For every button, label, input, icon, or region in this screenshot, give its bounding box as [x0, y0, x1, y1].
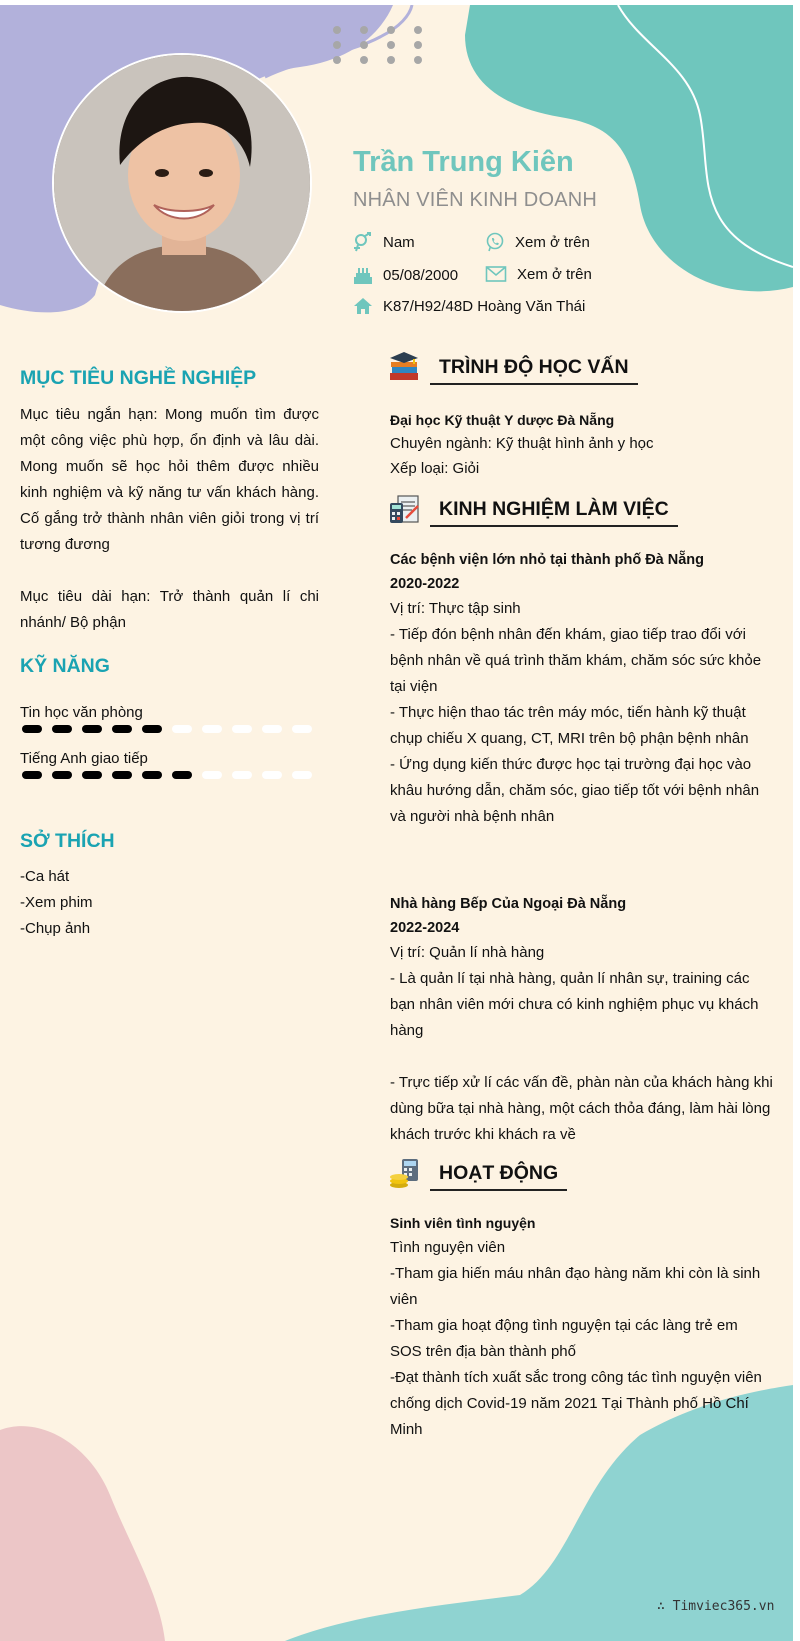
activity-line: Minh — [390, 1421, 423, 1438]
watermark: ∴ Timviec365.vn — [657, 1599, 775, 1614]
skills-title: KỸ NĂNG — [20, 655, 110, 677]
education-grade: Xếp loại: Giỏi — [390, 460, 480, 477]
person-photo-icon — [54, 55, 312, 313]
objective-title: MỤC TIÊU NGHỀ NGHIỆP — [20, 367, 257, 389]
job-line: - Thực hiện thao tác trên máy móc, tiến hành kỹ thuật — [390, 704, 746, 721]
hobby-item: -Ca hát — [20, 868, 70, 885]
skill-level-bar — [20, 770, 320, 780]
skill-level-bar — [20, 724, 320, 734]
hobbies-title: SỞ THÍCH — [20, 830, 115, 852]
activity-line: -Đạt thành tích xuất sắc trong công tác tình nguyện viên — [390, 1369, 762, 1386]
skill-dash-empty — [202, 771, 222, 779]
job-line: - Là quản lí tại nhà hàng, quản lí nhân sự, training các — [390, 970, 750, 987]
skill-dash-filled — [112, 725, 132, 733]
skill-dash-empty — [232, 725, 252, 733]
job-position: Vị trí: Thực tập sinh — [390, 600, 521, 617]
skill-dash-filled — [22, 725, 42, 733]
skill-dash-filled — [82, 771, 102, 779]
home-icon — [353, 297, 373, 315]
coins-calculator-icon — [388, 1157, 420, 1189]
candidate-name: Trần Trung Kiên — [353, 146, 574, 178]
gender-icon — [353, 232, 373, 252]
job-line: chụp chiếu X quang, CT, MRI trên bộ phận bệnh nhân — [390, 730, 749, 747]
skill-dash-filled — [142, 725, 162, 733]
job-line: - Trực tiếp xử lí các vấn đề, phàn nàn của khách hàng khi — [390, 1074, 773, 1091]
skill-dash-filled — [22, 771, 42, 779]
education-major: Chuyên ngành: Kỹ thuật hình ảnh y học — [390, 435, 654, 452]
contact-phone-value: Xem ở trên — [515, 233, 590, 251]
skill-dash-empty — [202, 725, 222, 733]
calculator-document-icon — [388, 493, 420, 525]
job-company: Các bệnh viện lớn nhỏ tại thành phố Đà Nẵng — [390, 552, 705, 568]
skill-dash-empty — [172, 725, 192, 733]
phone-icon — [485, 232, 505, 252]
job-line: hàng — [390, 1022, 424, 1039]
job-period: 2022-2024 — [390, 920, 460, 936]
activity-org: Sinh viên tình nguyện — [390, 1215, 536, 1231]
email-icon — [485, 265, 507, 283]
activity-line: viên — [390, 1291, 418, 1308]
job-line: bạn nhân viên mới chưa có kinh nghiệm phục vụ khách — [390, 996, 759, 1013]
activity-line: -Tham gia hoạt động tình nguyện tại các làng trẻ em — [390, 1317, 738, 1334]
education-school: Đại học Kỹ thuật Y dược Đà Nẵng — [390, 412, 615, 428]
job-period: 2020-2022 — [390, 576, 460, 592]
activity-line: chống dịch Covid-19 năm 2021 Tại Thành phố Hồ Chí — [390, 1395, 749, 1412]
avatar — [52, 53, 312, 313]
objective-short-term: Mục tiêu ngắn hạn: Mong muốn tìm được một công việc phù hợp, ổn định và lâu dài. Mong muốn sẽ học hỏi thêm được nhiều kinh nghiệm và kỹ năng tư vấn khách hàng. Cố gắng trở thành nhân viên giỏi trong vị trí tương đương — [20, 406, 319, 553]
candidate-role: NHÂN VIÊN KINH DOANH — [353, 189, 598, 211]
skill-name: Tiếng Anh giao tiếp — [20, 750, 148, 767]
activity-line: SOS trên địa bàn thành phố — [390, 1343, 576, 1360]
skill-dash-empty — [262, 771, 282, 779]
skill-dash-empty — [262, 725, 282, 733]
skill-dash-filled — [112, 771, 132, 779]
contact-birthday — [353, 265, 458, 285]
skill-name: Tin học văn phòng — [20, 704, 143, 721]
activity-line: -Tham gia hiến máu nhân đạo hàng năm khi còn là sinh — [390, 1265, 761, 1282]
contact-phone — [485, 232, 590, 252]
education-title: TRÌNH ĐỘ HỌC VẤN — [430, 356, 638, 385]
pink-blob — [0, 1426, 165, 1641]
skill-dash-filled — [52, 725, 72, 733]
job-line: dùng bữa tại nhà hàng, một cách thỏa đáng, làm hài lòng — [390, 1100, 771, 1117]
activities-title: HOẠT ĐỘNG — [430, 1162, 567, 1191]
contact-address — [353, 297, 585, 315]
contact-email — [485, 265, 592, 283]
contact-gender — [353, 232, 415, 252]
cv-paper — [0, 5, 793, 1641]
objective-long-term: Mục tiêu dài hạn: Trở thành quản lí chi nhánh/ Bộ phận — [20, 588, 319, 631]
experience-title: KINH NGHIỆM LÀM VIỆC — [430, 498, 678, 527]
skill-dash-filled — [172, 771, 192, 779]
job-line: - Ứng dụng kiến thức được học tại trường đại học vào — [390, 756, 752, 773]
skill-dash-filled — [82, 725, 102, 733]
skill-dash-empty — [292, 725, 312, 733]
skill-dash-filled — [142, 771, 162, 779]
hobby-item: -Xem phim — [20, 894, 93, 911]
job-line: khách trước khi khách ra về — [390, 1126, 576, 1143]
birthday-cake-icon — [353, 265, 373, 285]
contact-gender-value: Nam — [383, 233, 415, 251]
job-line: bệnh nhân về quá trình thăm khám, chăm sóc sức khỏe — [390, 652, 762, 669]
contact-email-value: Xem ở trên — [517, 265, 592, 283]
activity-role: Tình nguyện viên — [390, 1239, 506, 1256]
contact-address-value: K87/H92/48D Hoàng Văn Thái — [383, 297, 586, 315]
job-line: tại viện — [390, 678, 438, 695]
books-graduation-cap-icon — [388, 351, 420, 383]
job-position: Vị trí: Quản lí nhà hàng — [390, 944, 545, 961]
skill-dash-filled — [52, 771, 72, 779]
skill-dash-empty — [232, 771, 252, 779]
job-company: Nhà hàng Bếp Của Ngoại Đà Nẵng — [390, 896, 627, 912]
job-line: - Tiếp đón bệnh nhân đến khám, giao tiếp trao đổi với — [390, 626, 746, 643]
contact-birthday-value: 05/08/2000 — [383, 266, 459, 284]
skill-dash-empty — [292, 771, 312, 779]
hobby-item: -Chụp ảnh — [20, 920, 91, 937]
job-line: khâu hướng dẫn, chăm sóc, giao tiếp tốt với bệnh nhân — [390, 782, 760, 799]
job-line: và người nhà bệnh nhân — [390, 808, 555, 825]
